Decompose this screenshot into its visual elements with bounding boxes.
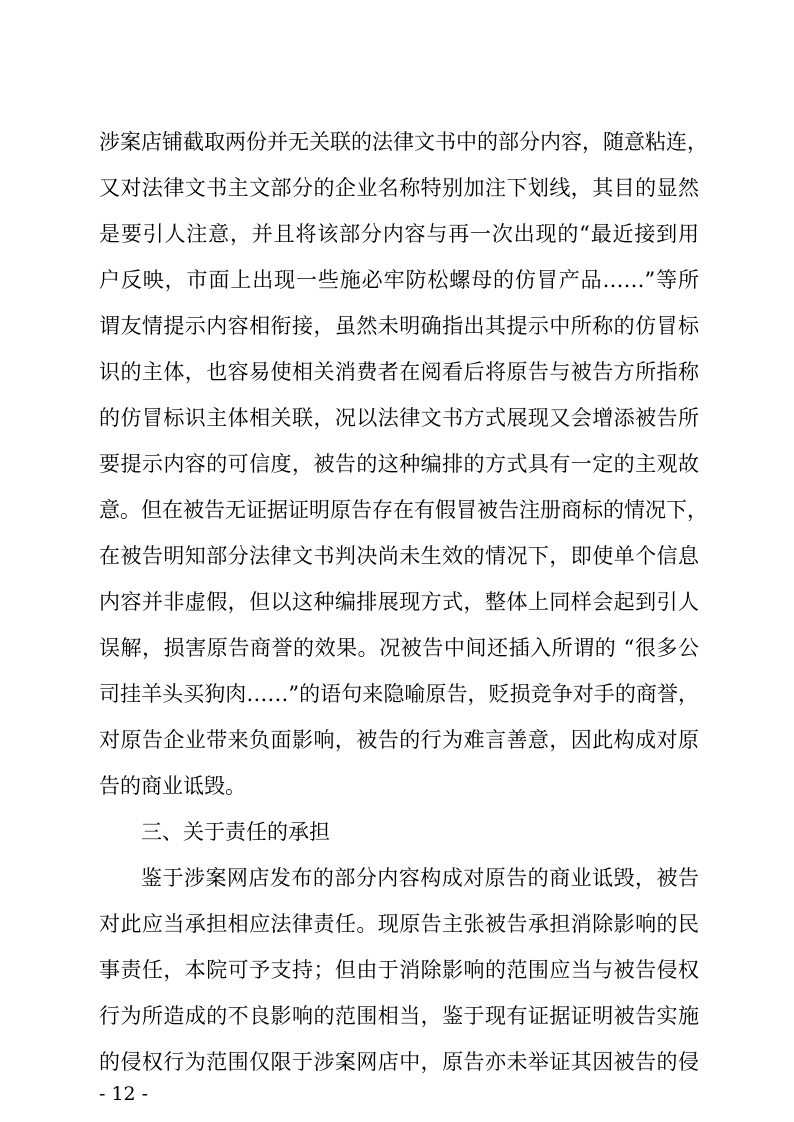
paragraph-1-line-1: 涉案店铺截取两份并无关联的法律文书中的部分内容，随意粘连， <box>99 130 708 154</box>
paragraph-1-line-7: 的仿冒标识主体相关联，况以法律文书方式展现又会增添被告所 <box>99 406 699 430</box>
paragraph-1-line-10: 在被告明知部分法律文书判决尚未生效的情况下，即使单个信息 <box>99 544 699 568</box>
paragraph-1-line-3: 是要引人注意，并且将该部分内容与再一次出现的“最近接到用 <box>99 222 699 246</box>
paragraph-1-line-8: 要提示内容的可信度，被告的这种编排的方式具有一定的主观故 <box>99 452 699 476</box>
paragraph-1-line-11: 内容并非虚假，但以这种编排展现方式，整体上同样会起到引人 <box>99 590 699 614</box>
paragraph-2-line-3: 事责任，本院可予支持；但由于消除影响的范围应当与被告侵权 <box>99 958 699 982</box>
paragraph-1-line-2: 又对法律文书主文部分的企业名称特别加注下划线，其目的显然 <box>99 176 699 200</box>
paragraph-1-line-15: 告的商业诋毁。 <box>99 774 246 798</box>
paragraph-1-line-12: 误解，损害原告商誉的效果。况被告中间还插入所谓的 “很多公 <box>99 636 699 660</box>
section-heading: 三、关于责任的承担 <box>141 820 330 844</box>
paragraph-1-line-4: 户反映，市面上出现一些施必牢防松螺母的仿冒产品……”等所 <box>99 268 699 292</box>
paragraph-1-line-9: 意。但在被告无证据证明原告存在有假冒被告注册商标的情况下， <box>99 498 708 522</box>
paragraph-2-line-2: 对此应当承担相应法律责任。现原告主张被告承担消除影响的民 <box>99 912 699 936</box>
paragraph-2-line-4: 行为所造成的不良影响的范围相当，鉴于现有证据证明被告实施 <box>99 1004 699 1028</box>
paragraph-1-line-14: 对原告企业带来负面影响，被告的行为难言善意，因此构成对原 <box>99 728 699 752</box>
paragraph-2-line-5: 的侵权行为范围仅限于涉案网店中，原告亦未举证其因被告的侵 <box>99 1050 699 1074</box>
page-number: - 12 - <box>99 1083 149 1105</box>
paragraph-2-line-1: 鉴于涉案网店发布的部分内容构成对原告的商业诋毁，被告 <box>141 866 699 890</box>
paragraph-1-line-13: 司挂羊头买狗肉……”的语句来隐喻原告，贬损竞争对手的商誉， <box>99 682 699 706</box>
paragraph-1-line-6: 识的主体，也容易使相关消费者在阅看后将原告与被告方所指称 <box>99 360 699 384</box>
paragraph-1-line-5: 谓友情提示内容相衔接，虽然未明确指出其提示中所称的仿冒标 <box>99 314 699 338</box>
